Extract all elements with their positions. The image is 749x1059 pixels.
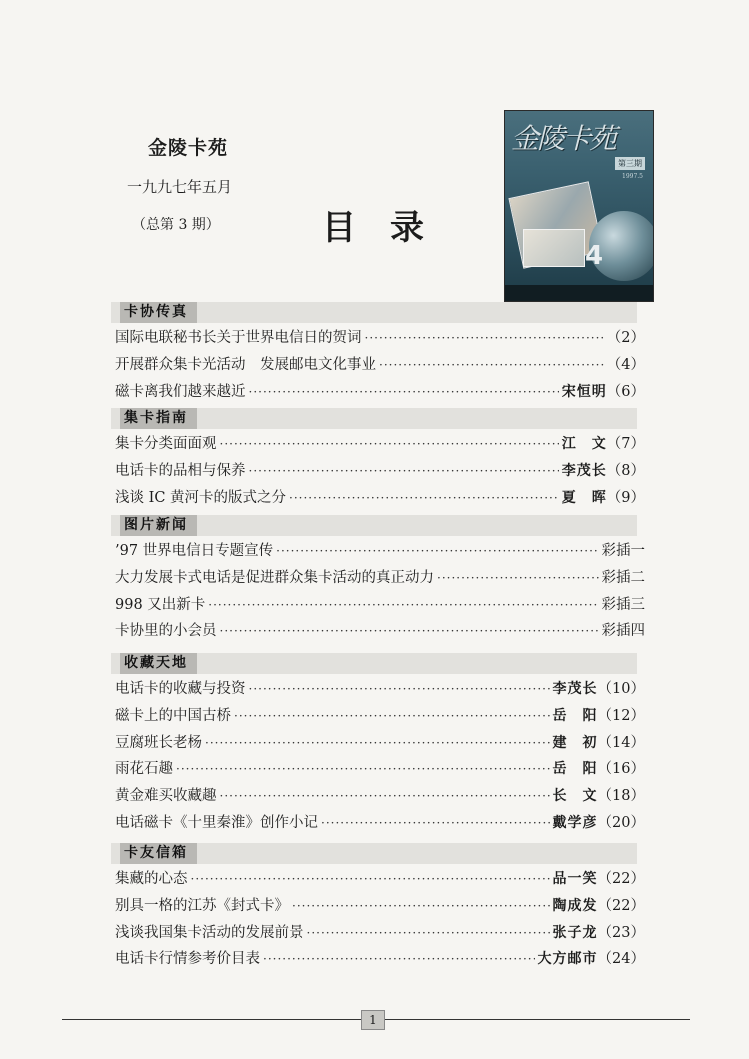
page-number: 1 [361, 1010, 385, 1030]
entry-page: （9） [606, 489, 645, 506]
toc-entry[interactable] [115, 705, 645, 727]
entry-title: 卡协里的小会员 [115, 623, 217, 640]
entry-title: 国际电联秘书长关于世界电信日的贺词 [115, 330, 362, 346]
entry-title: 浅谈我国集卡活动的发展前景 [115, 924, 304, 941]
entry-author: 江 文 [561, 436, 607, 452]
entry-title: 磁卡离我们越来越近 [115, 383, 246, 400]
entry-page: 彩插四 [601, 623, 645, 640]
dot-leader [249, 460, 559, 482]
cover-image [504, 110, 654, 302]
entry-page: （20） [597, 815, 645, 831]
entry-author: 李茂长 [561, 462, 607, 479]
dot-leader [321, 812, 550, 834]
entry-author: 岳 阳 [552, 761, 598, 778]
dot-leader [234, 705, 550, 727]
entry-page: （10） [597, 681, 645, 697]
entry-page: （22） [597, 871, 645, 887]
toc-entry[interactable] [115, 540, 645, 562]
cover-footer-band [505, 285, 653, 301]
section-label: 图片新闻 [120, 515, 197, 536]
section-label: 集卡指南 [120, 408, 197, 429]
entry-title: 电话磁卡《十里秦淮》创作小记 [115, 815, 318, 831]
section-label: 卡友信箱 [120, 843, 197, 864]
entry-page: 彩插二 [601, 569, 645, 586]
dot-leader [220, 785, 550, 807]
section-header [111, 302, 637, 323]
cover-number: 4 [585, 241, 604, 271]
entry-author: 戴学彦 [552, 815, 598, 831]
entry-page: 彩插三 [601, 596, 645, 613]
section-header [111, 408, 637, 429]
entry-page: （16） [597, 761, 645, 778]
entry-title: 黄金难买收藏趣 [115, 788, 217, 805]
dot-leader [365, 327, 604, 349]
toc-entry[interactable] [115, 678, 645, 700]
entry-page: （2） [606, 330, 645, 346]
entry-page: （22） [597, 897, 645, 914]
magazine-title: 金陵卡苑 [148, 137, 229, 159]
dot-leader [276, 540, 598, 562]
cover-date-label: 1997.5 [622, 173, 643, 180]
dot-leader [263, 948, 535, 970]
toc-entry[interactable] [115, 567, 645, 589]
entry-title: 豆腐班长老杨 [115, 734, 202, 751]
entry-page: （18） [597, 788, 645, 805]
section-label: 卡协传真 [120, 302, 197, 323]
toc-entry[interactable] [115, 354, 645, 376]
entry-page: （24） [597, 951, 645, 968]
entry-author: 陶成发 [552, 897, 598, 914]
entry-title: 电话卡行情参考价目表 [115, 951, 260, 968]
entry-author: 大方邮市 [537, 951, 598, 968]
toc-entry[interactable] [115, 433, 645, 455]
entry-author: 长 文 [552, 788, 598, 805]
dot-leader [249, 381, 559, 403]
entry-page: （8） [606, 462, 645, 479]
dot-leader [249, 678, 550, 700]
section-header [111, 843, 637, 864]
dot-leader [176, 758, 550, 780]
entry-page: 彩插一 [601, 543, 645, 559]
dot-leader [191, 868, 550, 890]
entry-title: 集卡分类面面观 [115, 436, 217, 452]
dot-leader [289, 487, 559, 509]
cover-phone-card [523, 229, 585, 267]
entry-title: 磁卡上的中国古桥 [115, 707, 231, 724]
entry-author: 李茂长 [552, 681, 598, 697]
entry-page: （23） [597, 924, 645, 941]
entry-title: 开展群众集卡光活动 发展邮电文化事业 [115, 356, 376, 373]
entry-page: （7） [606, 436, 645, 452]
toc-entry[interactable] [115, 922, 645, 944]
toc-entry[interactable] [115, 594, 645, 616]
issue-date: 一九九七年五月 [127, 178, 233, 196]
section-header [111, 653, 637, 674]
entry-title: ’97 世界电信日专题宣传 [115, 543, 274, 559]
dot-leader [437, 567, 599, 589]
section-header [111, 515, 637, 536]
toc-entry[interactable] [115, 460, 645, 482]
toc-entry[interactable] [115, 758, 645, 780]
entry-page: （4） [606, 356, 645, 373]
dot-leader [220, 620, 599, 642]
dot-leader [205, 732, 550, 754]
section-label: 收藏天地 [120, 653, 197, 674]
toc-entry[interactable] [115, 620, 645, 642]
dot-leader [307, 922, 550, 944]
entry-author: 品一笑 [552, 871, 598, 887]
entry-title: 雨花石趣 [115, 761, 173, 778]
toc-entry[interactable] [115, 948, 645, 970]
entry-title: 998 又出新卡 [115, 596, 206, 613]
entry-title: 集藏的心态 [115, 871, 188, 887]
toc-entry[interactable] [115, 732, 645, 754]
toc-entry[interactable] [115, 868, 645, 890]
entry-author: 建 初 [552, 734, 598, 751]
entry-page: （12） [597, 707, 645, 724]
dot-leader [379, 354, 604, 376]
entry-page: （6） [606, 383, 645, 400]
cover-issue-label: 第三期 [615, 157, 645, 170]
toc-entry[interactable] [115, 327, 645, 349]
entry-title: 大力发展卡式电话是促进群众集卡活动的真正动力 [115, 569, 434, 586]
entry-author: 宋恒明 [561, 383, 607, 400]
entry-title: 电话卡的品相与保养 [115, 462, 246, 479]
entry-title: 电话卡的收藏与投资 [115, 681, 246, 697]
dot-leader [220, 433, 559, 455]
cover-title: 金陵卡苑 [511, 122, 616, 155]
toc-title: 目录 [322, 208, 458, 248]
toc-entry[interactable] [115, 785, 645, 807]
entry-page: （14） [597, 734, 645, 751]
entry-author: 张子龙 [552, 924, 598, 941]
entry-title: 浅谈 IC 黄河卡的版式之分 [115, 489, 287, 506]
toc-entry[interactable] [115, 381, 645, 403]
entry-title: 别具一格的江苏《封式卡》 [115, 897, 289, 914]
dot-leader [292, 895, 550, 917]
toc-entry[interactable] [115, 487, 645, 509]
dot-leader [208, 594, 598, 616]
toc-entry[interactable] [115, 895, 645, 917]
entry-author: 岳 阳 [552, 707, 598, 724]
issue-number: （总第 3 期） [132, 217, 220, 233]
entry-author: 夏 晖 [561, 489, 607, 506]
toc-entry[interactable] [115, 812, 645, 834]
